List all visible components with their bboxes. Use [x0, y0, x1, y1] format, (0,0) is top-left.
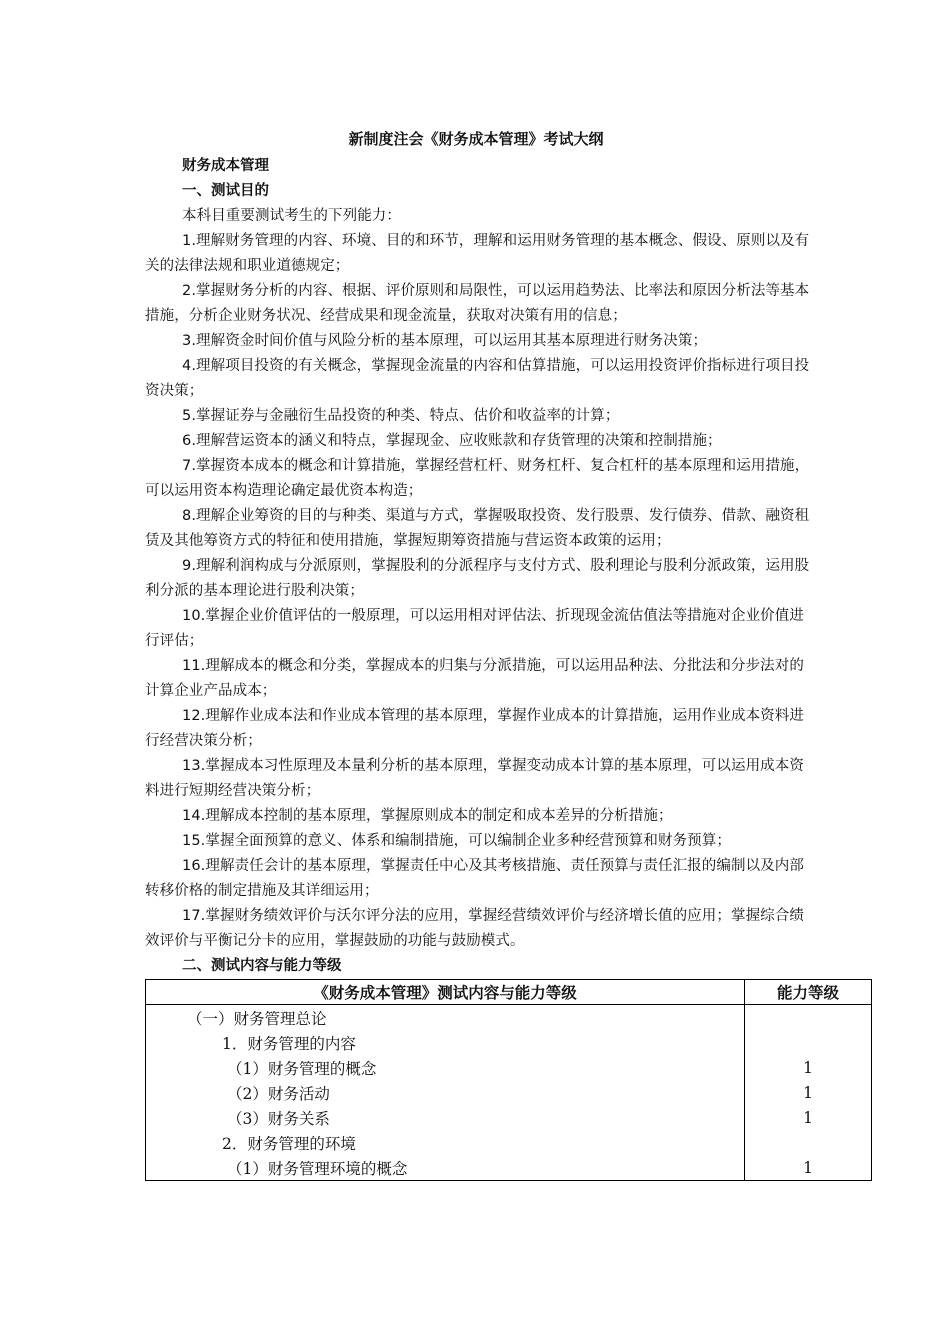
list-item-text: 理解财务管理的内容、环境、目的和环节，理解和运用财务管理的基本概念、假设、原则以及有关的法律法规和职业道德规定；	[145, 233, 810, 274]
list-item-text: 掌握证券与金融衍生品投资的种类、特点、估价和收益率的计算；	[196, 408, 620, 424]
list-item	[145, 404, 813, 429]
list-item-text: 理解作业成本法和作业成本管理的基本原理，掌握作业成本的计算措施，运用作业成本资料进行经营决策分析；	[145, 708, 804, 749]
list-item-text: 理解利润构成与分派原则，掌握股利的分派程序与支付方式、股利理论与股利分派政策，运用股利分派的基本理论进行股利决策；	[145, 558, 810, 599]
list-item-number: 16.	[182, 858, 206, 874]
document-title: 新制度注会《财务成本管理》考试大纲	[348, 130, 604, 148]
list-item-number: 7.	[182, 458, 197, 474]
table-row	[146, 1105, 872, 1130]
list-item	[145, 829, 813, 854]
list-item	[145, 504, 813, 554]
list-item-text: 理解资金时间价值与风险分析的基本原理，可以运用其基本原理进行财务决策；	[196, 333, 708, 349]
list-item	[145, 554, 813, 604]
section-heading-purpose: 一、测试目的	[182, 183, 269, 199]
list-item-number: 17.	[182, 908, 206, 924]
table-cell-level: 1	[745, 1155, 872, 1181]
list-item-text: 掌握企业价值评估的一般原理，可以运用相对评估法、折现现金流估值法等措施对企业价值进行评估；	[145, 608, 804, 649]
table-row	[146, 1005, 872, 1031]
list-item	[145, 329, 813, 354]
table-cell-content: （一）财务管理总论	[146, 1005, 745, 1031]
table-header-content: 《财务成本管理》测试内容与能力等级	[146, 980, 745, 1005]
list-item-number: 9.	[182, 558, 197, 574]
list-item	[145, 279, 813, 329]
table-header-level: 能力等级	[745, 980, 872, 1005]
list-item-text: 理解营运资本的涵义和特点，掌握现金、应收账款和存货管理的决策和控制措施；	[196, 433, 722, 449]
table-cell-content: 2．财务管理的环境	[146, 1130, 745, 1155]
table-cell-level	[745, 1005, 872, 1031]
list-item-number: 4.	[182, 358, 197, 374]
list-item-text: 理解责任会计的基本原理，掌握责任中心及其考核措施、责任预算与责任汇报的编制以及内部转移价格的制定措施及其详细运用；	[145, 858, 804, 899]
list-item-number: 1.	[182, 233, 197, 249]
list-item	[145, 604, 813, 654]
list-item-number: 2.	[182, 283, 197, 299]
table-cell-content: （3）财务关系	[146, 1105, 745, 1130]
list-item	[145, 354, 813, 404]
list-item-number: 13.	[182, 758, 206, 774]
list-item-text: 理解成本的概念和分类，掌握成本的归集与分派措施，可以运用品种法、分批法和分步法对的计算企业产品成本；	[145, 658, 804, 699]
table-cell-level	[745, 1030, 872, 1055]
table-row	[146, 1080, 872, 1105]
list-item	[145, 754, 813, 804]
list-item	[145, 229, 813, 279]
table-cell-level: 1	[745, 1105, 872, 1130]
table-cell-level: 1	[745, 1055, 872, 1080]
list-item	[145, 904, 813, 954]
table-row	[146, 1055, 872, 1080]
list-item-text: 掌握财务分析的内容、根据、评价原则和局限性，可以运用趋势法、比率法和原因分析法等基本措施，分析企业财务状况、经营成果和现金流量，获取对决策有用的信息；	[145, 283, 810, 324]
list-item-number: 14.	[182, 808, 206, 824]
list-item	[145, 429, 813, 454]
list-item-number: 12.	[182, 708, 206, 724]
intro-paragraph: 本科目重要测试考生的下列能力：	[182, 208, 401, 224]
list-item-number: 8.	[182, 508, 197, 524]
list-item	[145, 454, 813, 504]
table-cell-content: （1）财务管理环境的概念	[146, 1155, 745, 1181]
table-cell-level	[745, 1130, 872, 1155]
section-heading-content: 二、测试内容与能力等级	[182, 958, 342, 974]
list-item-text: 掌握成本习性原理及本量利分析的基本原理，掌握变动成本计算的基本原理，可以运用成本资料进行短期经营决策分析；	[145, 758, 804, 799]
table-cell-level: 1	[745, 1080, 872, 1105]
list-item	[145, 804, 813, 829]
list-item-text: 掌握财务绩效评价与沃尔评分法的应用，掌握经营绩效评价与经济增长值的应用；掌握综合绩效评价与平衡记分卡的应用，掌握鼓励的功能与鼓励模式。	[145, 908, 804, 949]
list-item	[145, 704, 813, 754]
document-page	[145, 124, 873, 1181]
list-item-text: 理解成本控制的基本原理，掌握原则成本的制定和成本差异的分析措施；	[205, 808, 673, 824]
list-item-number: 5.	[182, 408, 197, 424]
table-cell-content: 1．财务管理的内容	[146, 1030, 745, 1055]
table-cell-content: （1）财务管理的概念	[146, 1055, 745, 1080]
list-item-text: 掌握资本成本的概念和计算措施，掌握经营杠杆、财务杠杆、复合杠杆的基本原理和运用措施，可以运用资本构造理论确定最优资本构造；	[145, 458, 810, 499]
subject-heading: 财务成本管理	[182, 158, 269, 174]
list-item-text: 掌握全面预算的意义、体系和编制措施，可以编制企业多种经营预算和财务预算；	[205, 833, 731, 849]
content-level-table	[145, 979, 872, 1181]
list-item	[145, 654, 813, 704]
table-row	[146, 1030, 872, 1055]
list-item-number: 10.	[182, 608, 206, 624]
list-item	[145, 854, 813, 904]
list-item-number: 15.	[182, 833, 206, 849]
list-item-text: 理解企业筹资的目的与种类、渠道与方式，掌握吸取投资、发行股票、发行债券、借款、融资租赁及其他筹资方式的特征和使用措施，掌握短期筹资措施与营运资本政策的运用；	[145, 508, 810, 549]
table-row	[146, 1130, 872, 1155]
table-header-row	[146, 980, 872, 1005]
list-item-number: 3.	[182, 333, 197, 349]
list-item-number: 6.	[182, 433, 197, 449]
table-cell-content: （2）财务活动	[146, 1080, 745, 1105]
table-row	[146, 1155, 872, 1181]
list-item-number: 11.	[182, 658, 206, 674]
ability-list	[145, 229, 873, 954]
list-item-text: 理解项目投资的有关概念，掌握现金流量的内容和估算措施，可以运用投资评价指标进行项目投资决策；	[145, 358, 810, 399]
